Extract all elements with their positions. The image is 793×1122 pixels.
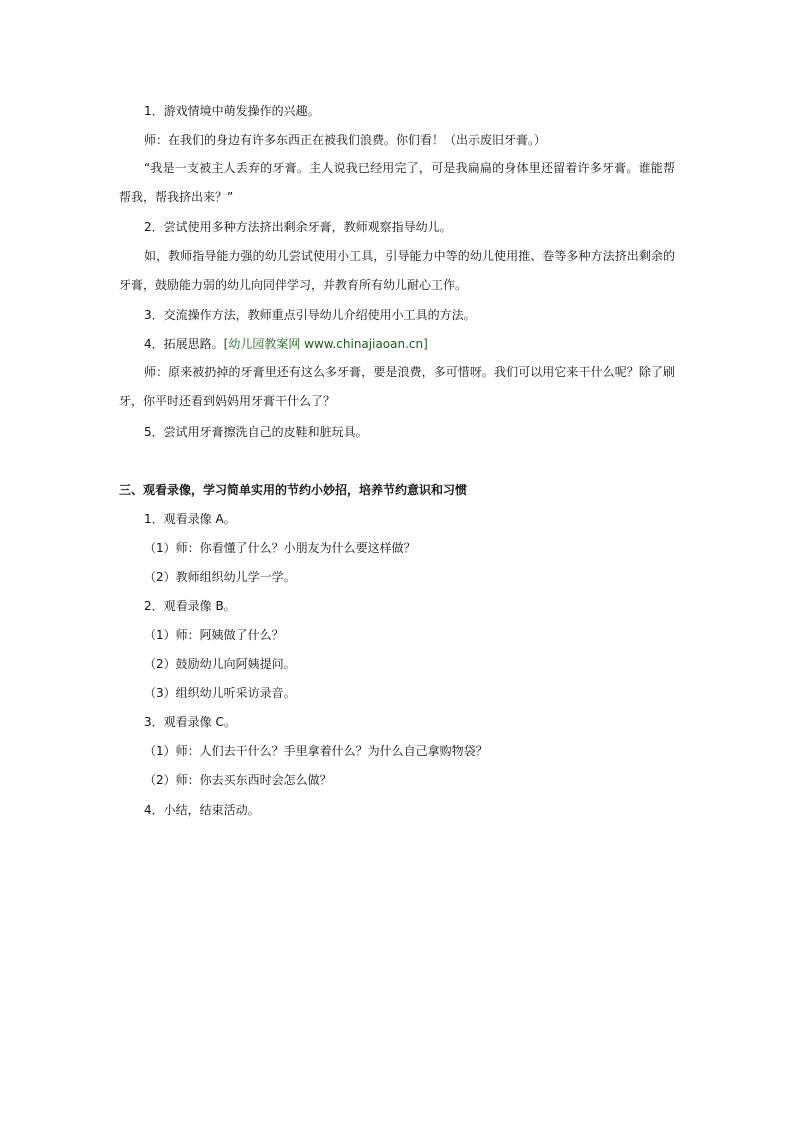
video-c: 3．观看录像 C。 [144,715,236,729]
video-a-item-2: （2）教师组织幼儿学一学。 [144,570,296,584]
video-b-item-1: （1）师：阿姨做了什么？ [144,628,284,642]
step-4-text: 4．拓展思路。 [144,337,224,351]
step-3: 3．交流操作方法，教师重点引导幼儿介绍使用小工具的方法。 [144,308,476,322]
video-a: 1．观看录像 A。 [144,512,236,526]
step-1: 1．游戏情境中萌发操作的兴趣。 [144,104,320,118]
website-link[interactable]: [幼儿园教案网 www.chinajiaoan.cn] [223,337,428,351]
video-c-item-1: （1）师：人们去干什么？手里拿着什么？为什么自己拿购物袋？ [144,744,488,758]
summary: 4．小结，结束活动。 [144,803,260,817]
toothpaste-speech: “我是一支被主人丢弃的牙膏。主人说我已经用完了，可是我扁扁的身体里还留着许多牙膏。谁能帮帮我，帮我挤出来？” [119,161,675,204]
video-a-item-1: （1）师：你看懂了什么？小朋友为什么要这样做？ [144,541,416,555]
video-b-item-2: （2）鼓励幼儿向阿姨提问。 [144,657,296,671]
video-c-item-2: （2）师：你去买东西时会怎么做？ [144,773,332,787]
video-b-item-3: （3）组织幼儿听采访录音。 [144,686,296,700]
step-4 [144,336,428,352]
step-5: 5．尝试用牙膏擦洗自己的皮鞋和脏玩具。 [144,425,368,439]
teacher-dialogue-2: 师：原来被扔掉的牙膏里还有这么多牙膏，要是浪费，多可惜呀。我们可以用它来干什么呢？除了刷牙，你平时还看到妈妈用牙膏干什么了？ [119,365,675,408]
teacher-dialogue-1: 师：在我们的身边有许多东西正在被我们浪费。你们看！（出示废旧牙膏。） [144,133,547,147]
guidance-paragraph: 如，教师指导能力强的幼儿尝试使用小工具，引导能力中等的幼儿使用推、卷等多种方法挤出剩余的牙膏，鼓励能力弱的幼儿向同伴学习，并教育所有幼儿耐心工作。 [119,249,675,292]
video-b: 2．观看录像 B。 [144,599,236,613]
section-3-heading: 三、观看录像，学习简单实用的节约小妙招，培养节约意识和习惯 [119,483,468,497]
step-2: 2．尝试使用多种方法挤出剩余牙膏，教师观察指导幼儿。 [144,220,452,234]
